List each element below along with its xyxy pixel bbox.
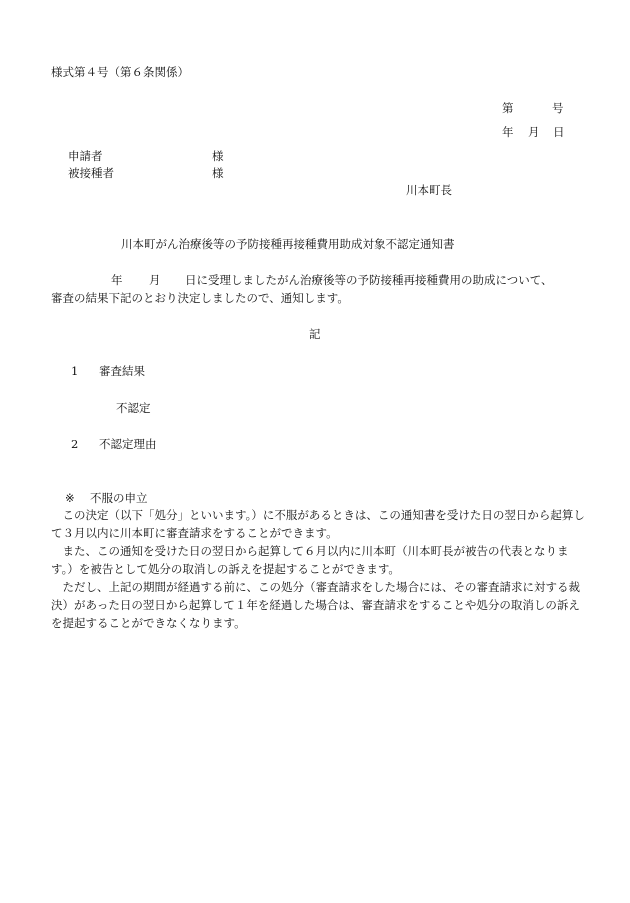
appeal-marker: ※ [65, 491, 75, 505]
doc-date-month: 月 [528, 125, 540, 139]
item-1-value: 不認定 [116, 401, 151, 415]
doc-date-year: 年 [502, 125, 514, 139]
body-line1-rest: 日に受理しましたがん治療後等の予防接種再接種費用の助成について、 [185, 273, 553, 287]
doc-number-go: 号 [552, 101, 564, 115]
appeal-heading: 不服の申立 [90, 491, 148, 505]
body-month: 月 [149, 273, 161, 287]
recipient-applicant-label: 申請者 [68, 149, 103, 163]
sender: 川本町長 [406, 183, 452, 197]
appeal-paragraph-3: ただし、上記の期間が経過する前に、この処分（審査請求をした場合には、その審査請求に対する裁決）があった日の翌日から起算して１年を経過した場合は、審査請求をすることや処分の取消しの訴えを提起することができなくなります。 [51, 580, 580, 630]
recipient-vaccinee-honorific: 様 [212, 166, 224, 180]
item-1-label: 審査結果 [99, 364, 145, 378]
doc-date-day: 日 [553, 125, 565, 139]
item-1-number: 1 [71, 364, 79, 378]
body-line2: 審査の結果下記のとおり決定しましたので、通知します。 [51, 291, 349, 305]
form-label: 様式第４号（第６条関係） [51, 65, 189, 79]
appeal-paragraph-2: また、この通知を受けた日の翌日から起算して６月以内に川本町（川本町長が被告の代表となります。）を被告として処分の取消しの訴えを提起することができます。 [51, 544, 569, 576]
appeal-paragraph-1: この決定（以下「処分」といいます。）に不服があるときは、この通知書を受けた日の翌日から起算して３月以内に川本町に審査請求をすることができます。 [51, 508, 585, 540]
item-2-number: 2 [71, 437, 79, 451]
document-title: 川本町がん治療後等の予防接種再接種費用助成対象不認定通知書 [121, 237, 455, 251]
body-year: 年 [111, 273, 123, 287]
recipient-applicant-honorific: 様 [212, 149, 224, 163]
ki-marker: 記 [309, 327, 321, 341]
doc-number-dai: 第 [502, 101, 514, 115]
recipient-vaccinee-label: 被接種者 [68, 166, 114, 180]
item-2-label: 不認定理由 [99, 437, 157, 451]
appeal-text [51, 506, 585, 632]
